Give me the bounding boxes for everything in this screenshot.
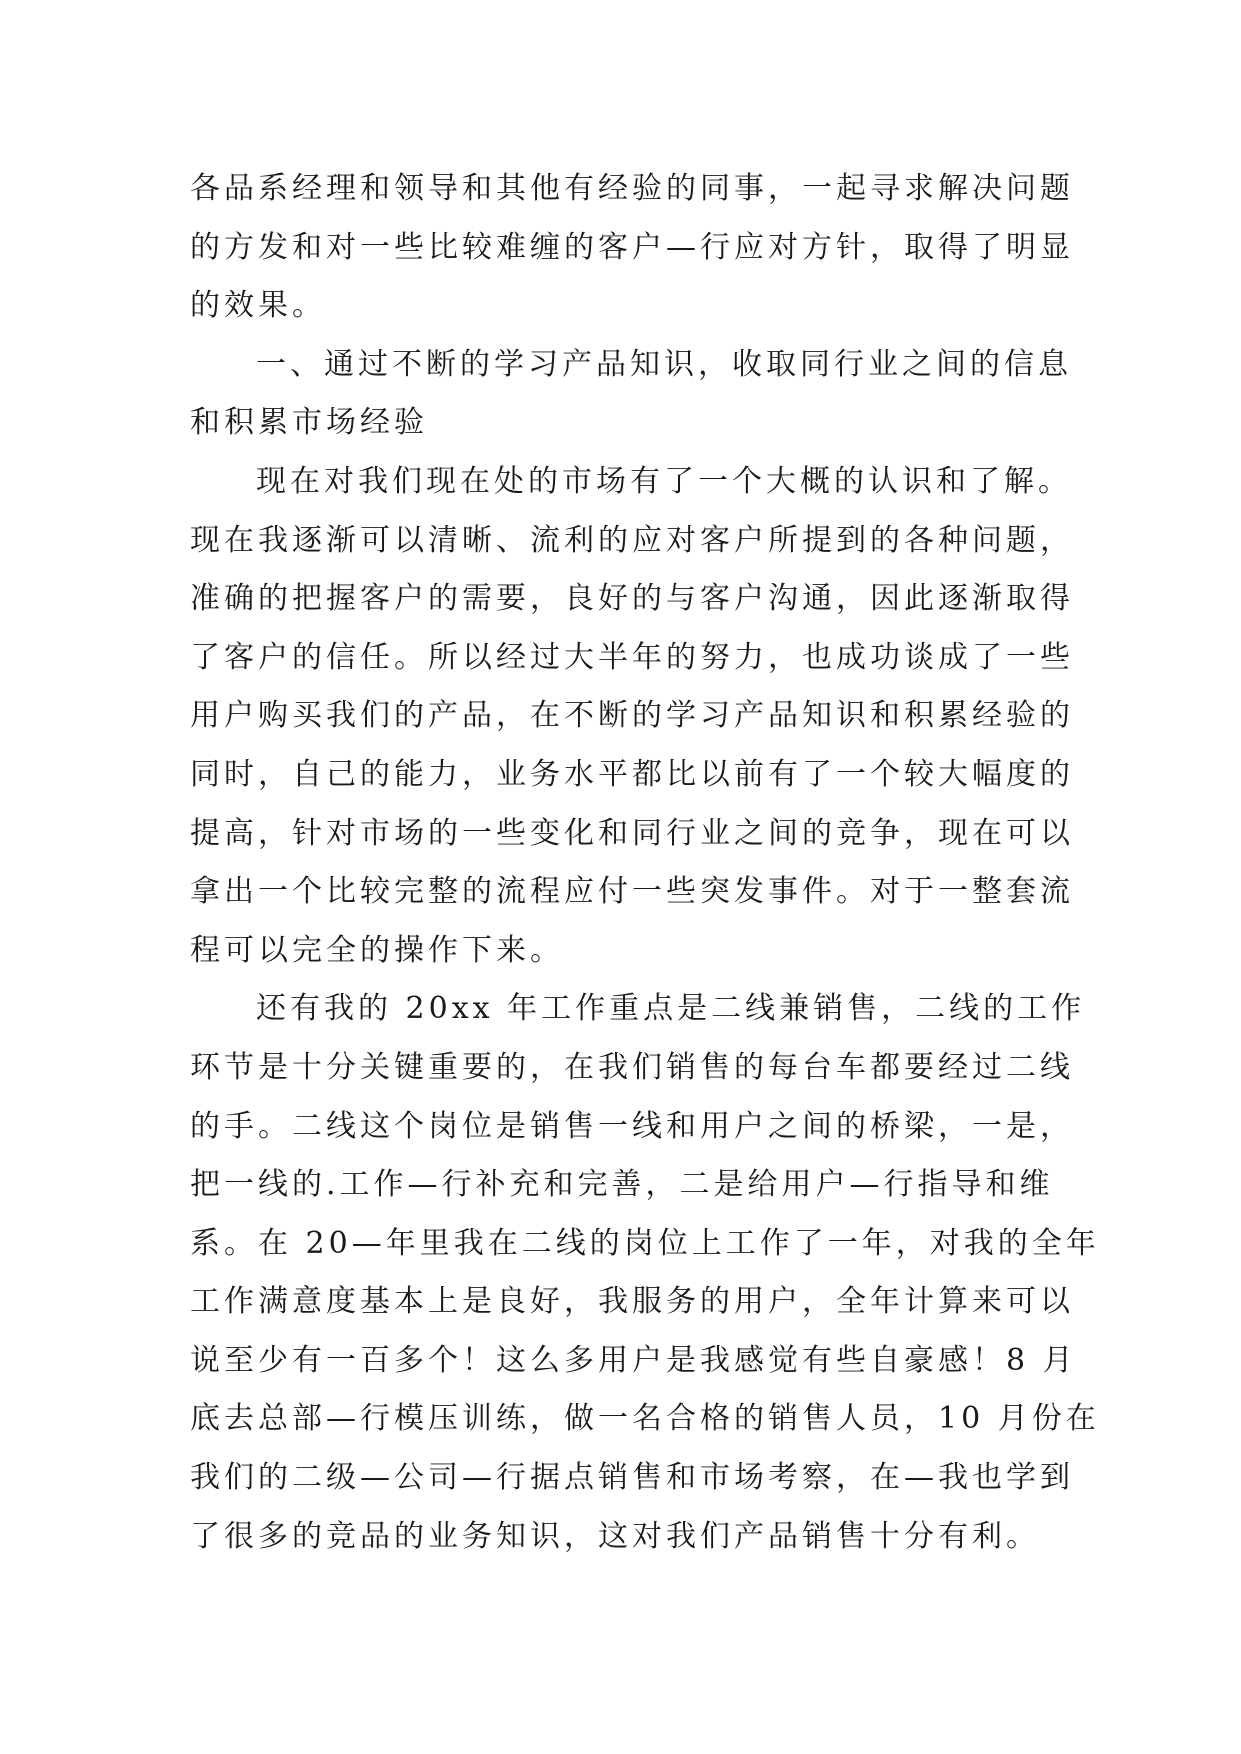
text-line: 说至少有一百多个！这么多用户是我感觉有些自豪感！8 月 [190,1342,1077,1378]
text-line: 用户购买我们的产品，在不断的学习产品知识和积累经验的 [190,698,1074,734]
text-line: 和积累市场经验 [190,405,428,441]
text-line: 的方发和对一些比较难缠的客户—行应对方针，取得了明显 [190,229,1074,265]
text-line: 了客户的信任。所以经过大半年的努力，也成功谈成了一些 [190,639,1074,675]
body-text [190,160,1100,1566]
paragraph-3 [190,453,1074,980]
text-line: 工作满意度基本上是良好，我服务的用户，全年计算来可以 [190,1284,1074,1320]
text-line: 环节是十分关键重要的，在我们销售的每台车都要经过二线 [190,1049,1074,1085]
text-line: 的手。二线这个岗位是销售一线和用户之间的桥梁，一是， [190,1108,1074,1144]
paragraph-1 [190,160,1074,336]
text-line: 系。在 20—年里我在二线的岗位上工作了一年，对我的全年 [190,1225,1100,1261]
text-line: 准确的把握客户的需要，良好的与客户沟通，因此逐渐取得 [190,581,1074,617]
text-line: 提高，针对市场的一些变化和同行业之间的竞争，现在可以 [190,815,1074,851]
text-line: 同时，自己的能力，业务水平都比以前有了一个较大幅度的 [190,756,1074,792]
paragraph-2-heading [190,336,1070,453]
text-line: 现在对我们现在处的市场有了一个大概的认识和了解。 [256,463,1072,499]
text-line: 我们的二级—公司—行据点销售和市场考察，在—我也学到 [190,1460,1074,1496]
text-line: 底去总部—行模压训练，做一名合格的销售人员，10 月份在 [190,1401,1100,1437]
text-line: 各品系经理和领导和其他有经验的同事，一起寻求解决问题 [190,171,1074,206]
text-line: 一、通过不断的学习产品知识，收取同行业之间的信息 [256,346,1072,382]
text-line: 程可以完全的操作下来。 [190,932,564,968]
text-line: 还有我的 20xx 年工作重点是二线兼销售，二线的工作 [256,991,1086,1027]
text-line: 的效果。 [190,288,326,324]
text-line: 把一线的.工作—行补充和完善，二是给用户—行指导和维 [190,1167,1054,1203]
text-line: 拿出一个比较完整的流程应付一些突发事件。对于一整套流 [190,874,1074,910]
paragraph-4 [190,980,1100,1566]
text-line: 了很多的竞品的业务知识，这对我们产品销售十分有利。 [190,1518,1040,1554]
text-line: 现在我逐渐可以清晰、流利的应对客户所提到的各种问题， [190,522,1074,558]
